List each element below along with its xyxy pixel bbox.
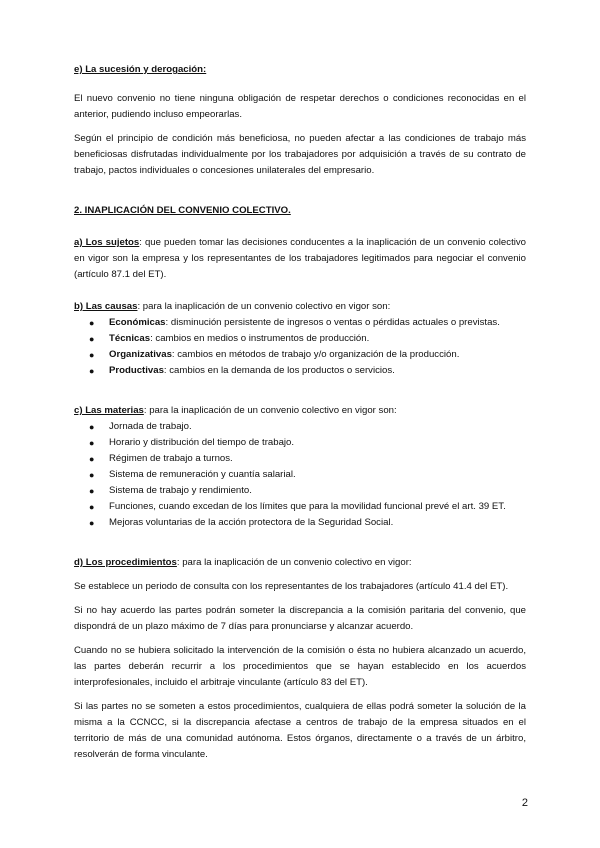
section-e-paragraph-1: El nuevo convenio no tiene ninguna obligación de respetar derechos o condiciones reconocidas en el anterior, pudiendo incluso empeorarlas. xyxy=(74,93,526,120)
cause-term: Técnicas xyxy=(109,333,151,344)
bullet-icon: ● xyxy=(89,470,95,480)
cause-desc: : cambios en medios o instrumentos de producción. xyxy=(150,333,370,344)
list-item xyxy=(74,435,526,451)
section-e-paragraph-2: Según el principio de condición más beneficiosa, no pueden afectar a las condiciones de trabajo más beneficiosas disfrutadas individualmente por los trabajadores por adquisición a través de su contrato de trabajo, pactos individuales o concesiones unilaterales del empresario. xyxy=(74,133,526,176)
page-number: 2 xyxy=(521,797,528,809)
materia-text: Sistema de trabajo y rendimiento. xyxy=(109,485,252,496)
section-b-intro xyxy=(74,299,526,315)
section-c-intro xyxy=(74,403,526,419)
cause-desc: : cambios en métodos de trabajo y/o organización de la producción. xyxy=(171,349,460,360)
cause-term: Económicas xyxy=(109,317,166,328)
section-c-text: : para la inaplicación de un convenio colectivo en vigor son: xyxy=(143,405,397,416)
materia-text: Funciones, cuando excedan de los límites que para la movilidad funcional prevé el art. 39 ET. xyxy=(109,501,506,512)
bullet-icon: ● xyxy=(89,334,95,344)
section-d-text: : para la inaplicación de un convenio colectivo en vigor: xyxy=(176,557,412,568)
section-c-label: c) Las materias xyxy=(74,405,144,416)
list-item xyxy=(74,419,526,435)
causes-list xyxy=(74,315,526,379)
section-d-label: d) Los procedimientos xyxy=(74,557,177,568)
bullet-icon: ● xyxy=(89,486,95,496)
cause-term: Organizativas xyxy=(109,349,172,360)
bullet-icon: ● xyxy=(89,438,95,448)
cause-term: Productivas xyxy=(109,365,164,376)
materia-text: Mejoras voluntarias de la acción protectora de la Seguridad Social. xyxy=(109,517,394,528)
section-2-title-text: 2. INAPLICACIÓN DEL CONVENIO COLECTIVO. xyxy=(74,205,291,216)
section-d-paragraph-1: Se establece un periodo de consulta con los representantes de los trabajadores (artículo 41.4 del ET). xyxy=(74,581,509,592)
cause-desc: : cambios en la demanda de los productos o servicios. xyxy=(163,365,395,376)
bullet-icon: ● xyxy=(89,454,95,464)
bullet-icon: ● xyxy=(89,318,95,328)
section-d-paragraph-2: Si no hay acuerdo las partes podrán someter la discrepancia a la comisión paritaria del convenio, que dispondrá de un plazo máximo de 7 días para pronunciarse y alcanzar acuerdo. xyxy=(74,605,526,632)
bullet-icon: ● xyxy=(89,518,95,528)
bullet-icon: ● xyxy=(89,502,95,512)
list-item xyxy=(74,467,526,483)
page-content xyxy=(74,62,526,763)
section-b-label: b) Las causas xyxy=(74,301,138,312)
section-e-heading xyxy=(74,62,526,78)
list-item xyxy=(74,483,526,499)
section-d-intro xyxy=(74,555,526,571)
list-item xyxy=(74,499,526,515)
list-item xyxy=(74,315,526,331)
section-2-title xyxy=(74,203,526,219)
materias-list xyxy=(74,419,526,531)
list-item xyxy=(74,363,526,379)
list-item xyxy=(74,515,526,531)
section-a-paragraph xyxy=(74,235,526,283)
bullet-icon: ● xyxy=(89,366,95,376)
materia-text: Régimen de trabajo a turnos. xyxy=(109,453,233,464)
section-a-label: a) Los sujetos xyxy=(74,237,140,248)
section-d-paragraph-3: Cuando no se hubiera solicitado la intervención de la comisión o ésta no hubiera alcanzado un acuerdo, las partes deberán recurrir a los procedimientos que se hayan establecido en los acuerdos interprofesionales, incluido el arbitraje vinculante (artículo 83 del ET). xyxy=(74,645,526,688)
section-b-text: : para la inaplicación de un convenio colectivo en vigor son: xyxy=(137,301,391,312)
cause-desc: : disminución persistente de ingresos o ventas o pérdidas actuales o previstas. xyxy=(165,317,500,328)
list-item xyxy=(74,331,526,347)
materia-text: Sistema de remuneración y cuantía salarial. xyxy=(109,469,296,480)
bullet-icon: ● xyxy=(89,422,95,432)
list-item xyxy=(74,451,526,467)
materia-text: Jornada de trabajo. xyxy=(109,421,192,432)
bullet-icon: ● xyxy=(89,350,95,360)
section-a-text: : que pueden tomar las decisiones conducentes a la inaplicación de un convenio colectivo en vigor son la empresa y los representantes de los trabajadores legitimados para negociar el convenio (artículo 87.1 del ET). xyxy=(74,237,526,280)
materia-text: Horario y distribución del tiempo de trabajo. xyxy=(109,437,295,448)
section-e-label: e) La sucesión y derogación: xyxy=(74,64,207,75)
section-d-paragraph-4: Si las partes no se someten a estos procedimientos, cualquiera de ellas podrá someter la solución de la misma a la CCNCC, si la discrepancia afectase a centros de trabajo de la empresa situados en el territorio de más de una comunidad autónoma. Estos órganos, directamente o a través de un árbitro, resolverán de forma vinculante. xyxy=(74,701,526,760)
list-item xyxy=(74,347,526,363)
